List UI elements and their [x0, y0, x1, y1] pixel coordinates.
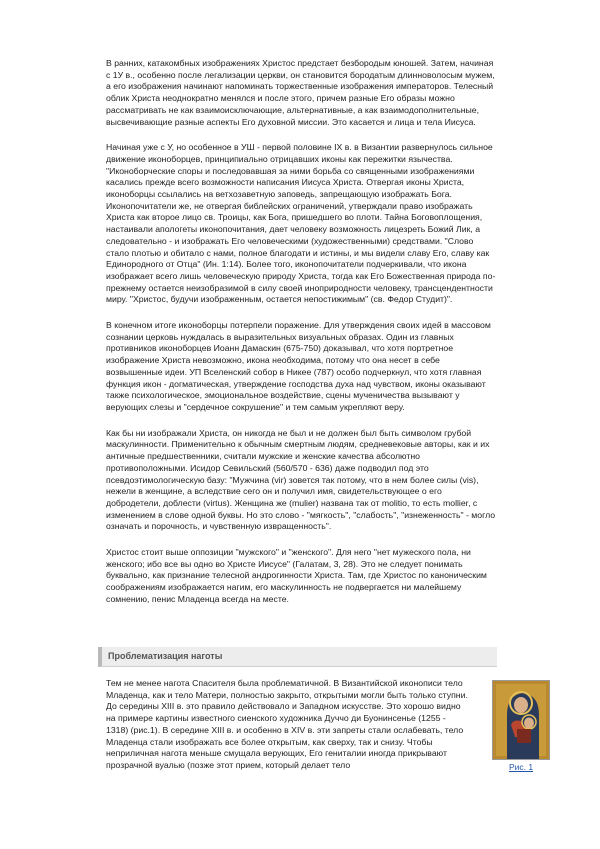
- paragraph-2: Начиная уже с У, но особенное в УШ - первой половине IX в. в Византии развернулось сильное движение иконоборцев, принципиально отрицавших иконы как пережитки язычества. "Иконоборческие споры и последовавшая за ними борьба со священными изображениями касались прежде всего возможности написания Иисуса Христа. Отвергая иконы Христа, иконоборцы ссылались на ветхозаветную заповедь, запрещающую изображать Бога. Иконопочитатели же, не отвергая библейских ограничений, утверждали право изображать Христа как второе лицо св. Троицы, как Бога, пришедшего во плоти. Тайна Боговоплощения, настаивали апологеты иконопочитания, дает человеку возможность лицезреть Божий Лик, а следовательно - и изображать Его человеческими (художественными) средствами. "Слово стало плотью и обитало с нами, полное благодати и истины, и мы видели славу Его, славу как Единородного от Отца" (Ин. 1:14). Более того, иконопочитатели подчеркивали, что икона изображает всего лишь человеческую природу Христа, тогда как Его Божественная природа по-прежнему остается неизобразимой в силу своей иноприродности человеку, трансцендентности миру. "Христос, будучи изображенным, остается непостижимым" (св. Федор Студит)".: [106, 142, 496, 305]
- figure-caption-link[interactable]: Рис. 1: [508, 762, 534, 772]
- paragraph-3: В конечном итоге иконоборцы потерпели поражение. Для утверждения своих идей в массовом сознании церковь нуждалась в выразительных визуальных образах. Один из главных противников иконоборцев Иоанн Дамаскин (675-750) доказывал, что хотя портретное изображение Христа невозможно, икона необходима, потому что она несет в себе возвышенные идеи. УП Вселенский собор в Никее (787) особо подчеркнул, что хотя главная функция икон - догматическая, утверждение господства духа над чувством, иконы оказывают также психологическое, эмоциональное воздействие, сцены мученичества вызывают у верующих слезы и "сердечное сокрушение" и тем самым укрепляют веру.: [106, 320, 491, 412]
- main-text: [106, 58, 496, 620]
- paragraph-4: Как бы ни изображали Христа, он никогда не был и не должен был быть символом грубой маскулинности. Применительно к обычным смертным людям, средневековые авторы, как и их античные предшественники, считали мужские и женские качества абсолютно противоположными. Исидор Севильский (560/570 - 636) даже подводил под это псевдоэтимологическую базу: "Мужчина (vir) зовется так потому, что в нем более силы (vis), нежели в женщине, а вследствие сего он и получил имя, свидетельствующее о его добродетели, доблести (virtus). Женщина же (mulier) названа так от molitio, то есть mollier, с изменением в слове одной буквы. Но это слово - "мягкость", "слабость", "изнеженность" - могло означать и порочность, и чувственную извращенность".: [106, 427, 496, 532]
- section-heading: [98, 647, 497, 667]
- paragraph-6: Тем не менее нагота Спасителя была проблематичной. В Византийской иконописи тело Младенца, как и тело Матери, полностью закрыто, открытыми могли быть только ступни. До середины XIII в. это правило действовало и Западном искусстве. Это хорошо видно на примере картины известного сиенского художника Дуччо ди Буонинсенье (1255 - 1318) (рис.1). В середине XIII в. и особенно в XIV в. эти запреты стали ослабевать, тело Младенца стали изображать все более открытым, как сверху, так и снизу. Чтобы неприличная нагота меньше смущала верующих, Его гениталии иногда прикрывают прозрачной вуалью (позже этот прием, который делает тело: [106, 678, 468, 770]
- section-heading-text: Проблематизация наготы: [108, 651, 223, 661]
- madonna-painting-icon[interactable]: [492, 680, 550, 760]
- paragraph-1: В ранних, катакомбных изображениях Христос предстает безбородым юношей. Затем, начиная с 1У в., особенно после легализации церкви, он становится бородатым длинноволосым мужем, а его изображения начинают напоминать торжественные изображения императоров. Телесный облик Христа неоднократно менялся и после этого, причем разные Его образы можно рассматривать не как взаимоисключающие, альтернативные, а как взаимодополнительные, высвечивающие разные аспекты Его духовной миссии. Это касается и лица и тела Иисуса.: [106, 58, 495, 127]
- paragraph-5: Христос стоит выше оппозиции "мужского" и "женского". Для него "нет мужеского пола, ни женского; ибо все вы одно во Христе Иисусе" (Галатам, 3, 28). Это не следует понимать буквально, как признание телесной андрогинности Христа. Там, где Христос по каноническим соображениям изображается нагим, его маскулинность не подвергается ни малейшему сомнению, пенис Младенца всегда на месте.: [106, 547, 487, 604]
- figure-1: [492, 680, 550, 772]
